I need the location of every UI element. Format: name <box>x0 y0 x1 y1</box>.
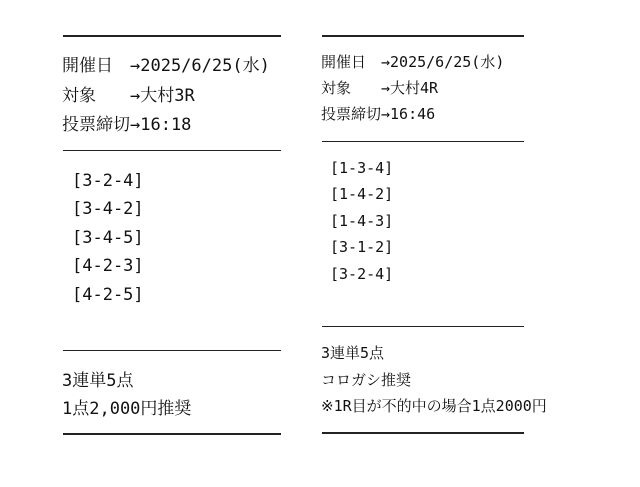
pick-item: [4-2-3] <box>72 256 144 276</box>
pick-item: [1-3-4] <box>330 159 394 177</box>
recommendation: 1点2,000円推奨 <box>62 399 192 419</box>
note: ※1R目が不的中の場合1点2000円 <box>321 397 547 415</box>
pick-item: [3-4-5] <box>72 228 144 248</box>
race-date: 開催日 →2025/6/25(水) <box>62 56 270 76</box>
pick-item: [3-1-2] <box>330 238 394 256</box>
header-divider <box>322 141 524 142</box>
pick-item: [3-4-2] <box>72 199 144 219</box>
footer-divider <box>322 326 524 327</box>
race-target: 対象 →大村3R <box>62 86 195 106</box>
pick-item: [4-2-5] <box>72 285 144 305</box>
race-target: 対象 →大村4R <box>321 79 439 97</box>
top-rule <box>322 35 524 37</box>
vote-deadline: 投票締切→16:46 <box>321 105 436 123</box>
strategy: コロガシ推奨 <box>321 371 412 389</box>
race-date: 開催日 →2025/6/25(水) <box>321 53 505 71</box>
pick-item: [1-4-3] <box>330 212 394 230</box>
vote-deadline: 投票締切→16:18 <box>62 115 192 135</box>
pick-item: [3-2-4] <box>72 171 144 191</box>
bet-type: 3連単5点 <box>321 344 385 362</box>
pick-item: [3-2-4] <box>330 265 394 283</box>
bet-type: 3連単5点 <box>62 371 134 391</box>
bottom-rule <box>322 432 524 434</box>
pick-item: [1-4-2] <box>330 185 394 203</box>
